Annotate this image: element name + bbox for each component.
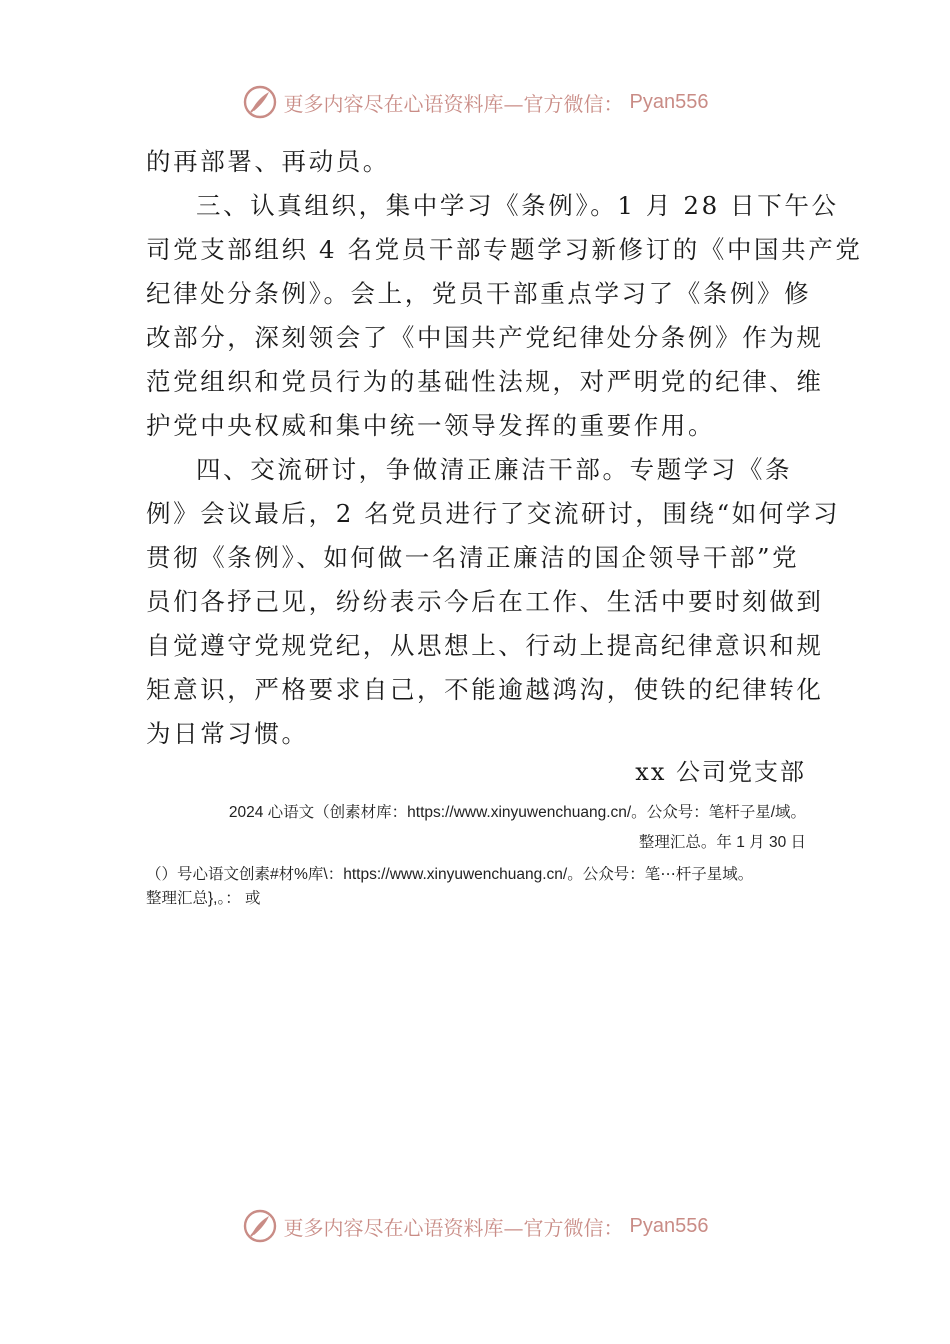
text-line: 护党中央权威和集中统一领导发挥的重要作用。	[146, 411, 716, 440]
text-line: 贯彻《条例》、如何做一名清正廉洁的国企领导干部”党	[146, 543, 800, 572]
text-line: 例》会议最后，2 名党员进行了交流研讨，围绕“如何学习	[146, 499, 841, 528]
watermark-wechat-id: Pyan556	[629, 90, 709, 113]
footer-note-line-3: （）号心语文创素#材%库\：https://www.xinyuwenchuang.cn/。公众号：笔⋯杆子星域。	[146, 866, 754, 883]
footer-note-line-4: 整理汇总},。： 或	[146, 890, 261, 907]
signature: xx 公司党支部	[635, 758, 806, 786]
text-line: 范党组织和党员行为的基础性法规，对严明党的纪律、维	[146, 367, 824, 396]
text-line: 纪律处分条例》。会上，党员干部重点学习了《条例》修	[146, 279, 812, 308]
watermark-header	[0, 84, 950, 120]
watermark-text: 更多内容尽在心语资料库—官方微信：	[283, 91, 624, 116]
text-line: 四、交流研讨，争做清正廉洁干部。专题学习《条	[196, 455, 793, 484]
text-line: 员们各抒己见，纷纷表示今后在工作、生活中要时刻做到	[146, 587, 824, 616]
footer-note-line-2: 整理汇总。年 1 月 30 日	[638, 834, 806, 851]
text-line: 矩意识，严格要求自己，不能逾越鸿沟，使铁的纪律转化	[146, 675, 824, 704]
watermark-wechat-id: Pyan556	[629, 1214, 709, 1237]
text-line: 三、认真组织，集中学习《条例》。1 月 28 日下午公	[196, 191, 839, 220]
document-body	[146, 140, 863, 756]
text-line: 为日常习惯。	[146, 719, 309, 748]
watermark-text: 更多内容尽在心语资料库—官方微信：	[283, 1215, 624, 1240]
text-line: 司党支部组织 4 名党员干部专题学习新修订的《中国共产党	[146, 235, 863, 264]
quill-pen-logo-icon	[242, 1208, 278, 1244]
footer-note-line-1: 2024 心语文（创素材库：https://www.xinyuwenchuang.cn/。公众号：笔杆子星/域。	[228, 804, 806, 821]
quill-pen-logo-icon	[242, 84, 278, 120]
text-line: 的再部署、再动员。	[146, 147, 390, 176]
watermark-footer	[0, 1208, 950, 1244]
text-line: 改部分，深刻领会了《中国共产党纪律处分条例》作为规	[146, 323, 824, 352]
text-line: 自觉遵守党规党纪，从思想上、行动上提高纪律意识和规	[146, 631, 824, 660]
